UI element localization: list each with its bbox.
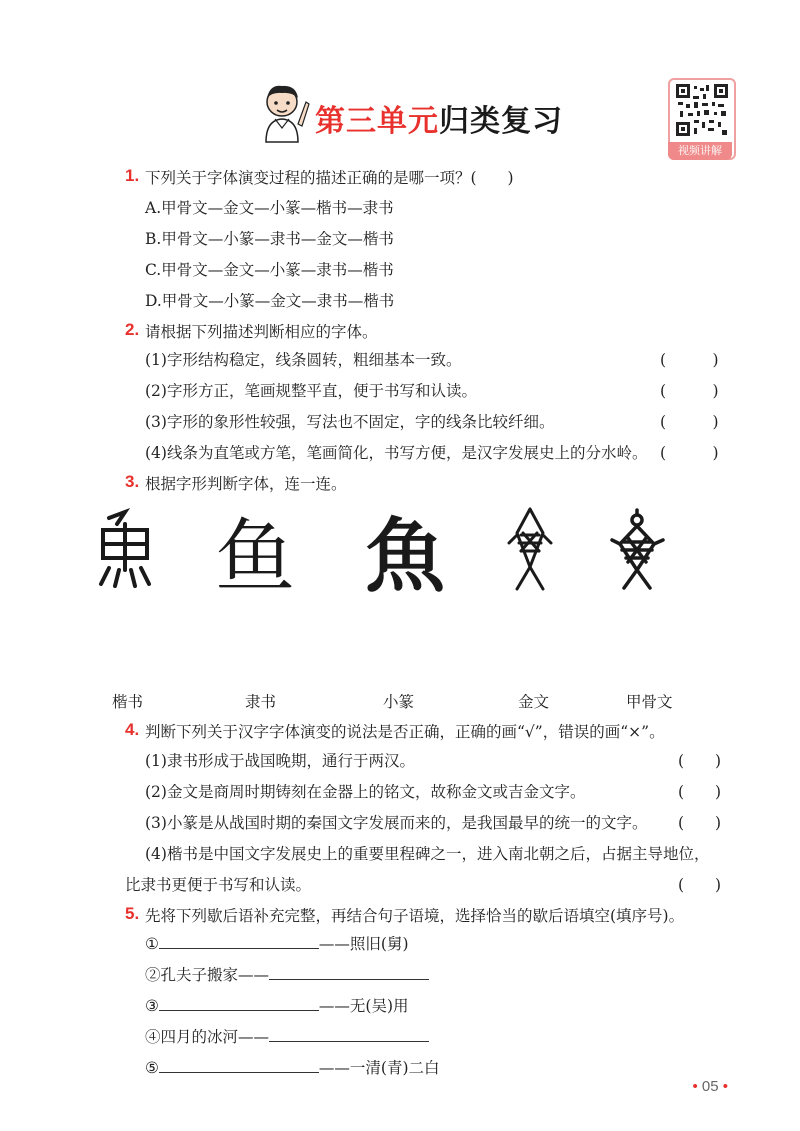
q5-item-4-blank[interactable] [269, 1027, 429, 1042]
q2-answer-3[interactable]: ( ) [660, 413, 719, 431]
q5-item-2-before: 孔夫子搬家—— [160, 966, 270, 984]
q2-item-4: (4)线条为直笔或方笔，笔画简化，书写方便，是汉字发展史上的分水岭。 [145, 444, 648, 462]
q4-item-3: (3)小篆是从战国时期的秦国文字发展而来的，是我国最早的统一的文字。 [145, 814, 648, 832]
q1-option-c: C.甲骨文—金文—小篆—隶书—楷书 [145, 261, 394, 279]
q5-item-2-mark: ② [145, 966, 161, 984]
qr-caption: 视频讲解 [668, 142, 732, 160]
fish-glyph-small-seal [95, 508, 155, 590]
q5-item-1 [145, 932, 409, 954]
page-number-value: 05 [701, 1078, 719, 1095]
q2-item-1: (1)字形结构稳定，线条圆转，粗细基本一致。 [145, 351, 462, 369]
question-2-text: 请根据下列描述判断相应的字体。 [145, 323, 378, 341]
question-2-number: 2. [125, 320, 140, 339]
q3-label-lishu[interactable]: 隶书 [245, 693, 277, 711]
q5-item-2 [145, 963, 429, 985]
qr-code-badge[interactable] [668, 78, 736, 160]
q2-answer-1[interactable]: ( ) [660, 351, 719, 369]
q2-answer-4[interactable]: ( ) [660, 444, 719, 462]
q2-answer-2[interactable]: ( ) [660, 382, 719, 400]
question-4-text: 判断下列关于汉字字体演变的说法是否正确，正确的画“√”，错误的画“×”。 [145, 723, 665, 741]
q1-option-a: A.甲骨文—金文—小篆—楷书—隶书 [145, 199, 394, 217]
q5-item-1-mark: ① [145, 935, 159, 953]
q4-answer-1[interactable]: ( ) [678, 752, 722, 770]
q4-item-4: (4)楷书是中国文字发展史上的重要里程碑之一，进入南北朝之后，占据主导地位， [145, 845, 710, 863]
fish-glyph-bronze [610, 508, 665, 593]
question-5-text: 先将下列歇后语补充完整，再结合句子语境，选择恰当的歇后语填空(填序号)。 [145, 907, 685, 925]
question-5-number: 5. [125, 904, 140, 923]
q2-item-2: (2)字形方正，笔画规整平直，便于书写和认读。 [145, 382, 477, 400]
fish-glyph-traditional: 魚 [365, 509, 445, 603]
page-title-red: 第三单元 [315, 104, 439, 139]
q3-label-jinwen[interactable]: 金文 [518, 693, 550, 711]
q5-item-1-blank[interactable] [159, 934, 319, 949]
q5-item-3-after: ——无(吴)用 [318, 997, 409, 1015]
q2-item-3: (3)字形的象形性较强，写法也不固定，字的线条比较纤细。 [145, 413, 555, 431]
qr-code-icon [676, 84, 728, 136]
q4-answer-3[interactable]: ( ) [678, 814, 722, 832]
q3-label-jiaguwen[interactable]: 甲骨文 [626, 693, 673, 711]
q5-item-4-mark: ④ [145, 1028, 161, 1046]
question-3-number: 3. [125, 472, 140, 491]
page-title-dark: 归类复习 [439, 104, 563, 139]
q4-answer-4[interactable]: ( ) [678, 876, 722, 894]
fish-glyph-oracle-bone [505, 505, 555, 593]
q5-item-1-after: ——照旧(舅) [318, 935, 409, 953]
q5-item-5-after: ——一清(青)二白 [318, 1059, 440, 1077]
page-number-dot-right: • [722, 1078, 728, 1095]
boy-mascot-illustration [252, 82, 312, 144]
q5-item-3-blank[interactable] [159, 996, 319, 1011]
q5-item-5-blank[interactable] [159, 1058, 319, 1073]
q4-item-4-continued: 比隶书更便于书写和认读。 [125, 876, 312, 894]
fish-glyph-regular: 鱼 [215, 510, 295, 603]
page-title [315, 96, 563, 140]
q4-item-1: (1)隶书形成于战国晚期，通行于两汉。 [145, 752, 415, 770]
q3-label-kaishu[interactable]: 楷书 [112, 693, 144, 711]
q4-item-2: (2)金文是商周时期铸刻在金器上的铭文，故称金文或吉金文字。 [145, 783, 586, 801]
q5-item-5-mark: ⑤ [145, 1059, 159, 1077]
page-number-dot-left: • [692, 1078, 698, 1095]
q3-label-xiaozhuan[interactable]: 小篆 [383, 693, 415, 711]
q5-item-2-blank[interactable] [269, 965, 429, 980]
q5-item-3-mark: ③ [145, 997, 159, 1015]
q5-item-5 [145, 1056, 440, 1078]
q4-answer-2[interactable]: ( ) [678, 783, 722, 801]
q5-item-3 [145, 994, 409, 1016]
q1-option-d: D.甲骨文—小篆—金文—隶书—楷书 [145, 292, 395, 310]
question-4-number: 4. [125, 720, 140, 739]
q1-option-b: B.甲骨文—小篆—隶书—金文—楷书 [145, 230, 394, 248]
question-1-number: 1. [125, 166, 140, 185]
page-number [692, 1078, 728, 1095]
question-3-text: 根据字形判断字体，连一连。 [145, 475, 347, 493]
question-1-text: 下列关于字体演变过程的描述正确的是哪一项？( ) [145, 169, 514, 187]
q5-item-4-before: 四月的冰河—— [160, 1028, 270, 1046]
q5-item-4 [145, 1025, 429, 1047]
